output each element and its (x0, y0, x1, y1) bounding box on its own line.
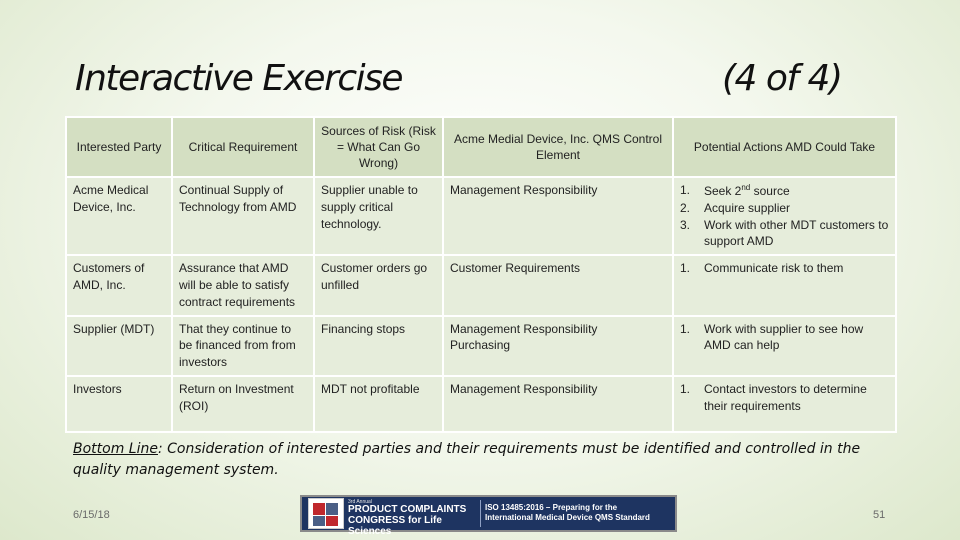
cell-risk: Financing stops (314, 316, 443, 376)
cell-risk: Customer orders go unfilled (314, 255, 443, 315)
item-text: Communicate risk to them (704, 261, 844, 276)
slide-date: 6/15/18 (73, 509, 110, 521)
header-potential-actions: Potential Actions AMD Could Take (673, 117, 896, 177)
item-text (704, 182, 889, 200)
item-number: 1. (680, 183, 691, 197)
header-sources-of-risk: Sources of Risk (Risk = What Can Go Wrong) (314, 117, 443, 177)
item-number: 1. (680, 381, 691, 396)
item-text-part: Seek 2 (704, 184, 742, 198)
actions-list (680, 182, 889, 250)
actions-list (680, 260, 889, 277)
table-row (66, 376, 896, 432)
page-number: 51 (873, 509, 886, 521)
cell-party: Acme Medical Device, Inc. (66, 177, 172, 255)
cell-risk: MDT not profitable (314, 376, 443, 432)
list-item (680, 200, 889, 217)
cell-party: Supplier (MDT) (66, 316, 172, 376)
actions-list (680, 321, 889, 355)
header-interested-party: Interested Party (66, 117, 172, 177)
list-item (680, 217, 889, 251)
item-text-superscript: nd (741, 183, 751, 192)
table-row (66, 316, 896, 376)
cell-actions (673, 255, 896, 315)
cell-actions (673, 177, 896, 255)
cell-actions (673, 316, 896, 376)
item-number: 1. (680, 261, 691, 276)
bottom-line-label: Bottom Line (73, 441, 158, 457)
banner-subtitle-line1: ISO 13485:2016 – Preparing for the (485, 503, 618, 512)
banner-line2: CONGRESS for Life Sciences (348, 515, 442, 537)
cell-requirement: Return on Investment (ROI) (172, 376, 314, 432)
item-text-part: source (750, 184, 790, 198)
banner-conference-name (348, 497, 476, 537)
banner-subtitle (485, 497, 650, 530)
item-number: 3. (680, 217, 691, 232)
cell-actions (673, 376, 896, 432)
item-text: Acquire supplier (704, 200, 791, 215)
slide-part-indicator: (4 of 4) (722, 58, 842, 99)
item-text: Work with supplier to see how AMD can help (704, 321, 864, 353)
cell-control: Management Responsibility (443, 177, 673, 255)
table-row (66, 255, 896, 315)
list-item (680, 182, 889, 200)
slide-title: Interactive Exercise (75, 58, 403, 99)
banner-divider (480, 500, 481, 527)
cell-requirement: Assurance that AMD will be able to satisfy contract requirements (172, 255, 314, 315)
bottom-line (73, 439, 903, 481)
table-row (66, 177, 896, 255)
actions-list (680, 381, 889, 415)
risk-table (65, 116, 897, 433)
banner-edition: 3rd Annual (348, 499, 372, 505)
cell-party: Customers of AMD, Inc. (66, 255, 172, 315)
list-item (680, 321, 889, 355)
header-critical-requirement: Critical Requirement (172, 117, 314, 177)
header-control-element: Acme Medial Device, Inc. QMS Control Element (443, 117, 673, 177)
cell-requirement: That they continue to be financed from from investors (172, 316, 314, 376)
item-number: 2. (680, 200, 691, 215)
control-line: Purchasing (450, 338, 511, 353)
item-text: Work with other MDT customers to support AMD (704, 217, 889, 249)
item-number: 1. (680, 321, 691, 336)
cell-control: Management Responsibility (443, 376, 673, 432)
bottom-line-text: : Consideration of interested parties and their requirements must be identified and controlled in the quality management system. (73, 441, 861, 478)
list-item (680, 260, 889, 277)
item-text: Contact investors to determine their requirements (704, 381, 867, 413)
cell-requirement: Continual Supply of Technology from AMD (172, 177, 314, 255)
banner-line1: PRODUCT COMPLAINTS (348, 504, 467, 515)
table-header-row (66, 117, 896, 177)
cell-control: Customer Requirements (443, 255, 673, 315)
congress-logo-icon (308, 498, 344, 529)
cell-risk: Supplier unable to supply critical technology. (314, 177, 443, 255)
list-item (680, 381, 889, 415)
control-line: Management Responsibility (450, 321, 598, 336)
conference-banner (300, 495, 677, 537)
cell-party: Investors (66, 376, 172, 432)
cell-control (443, 316, 673, 376)
banner-subtitle-line2: International Medical Device QMS Standard (485, 513, 650, 522)
